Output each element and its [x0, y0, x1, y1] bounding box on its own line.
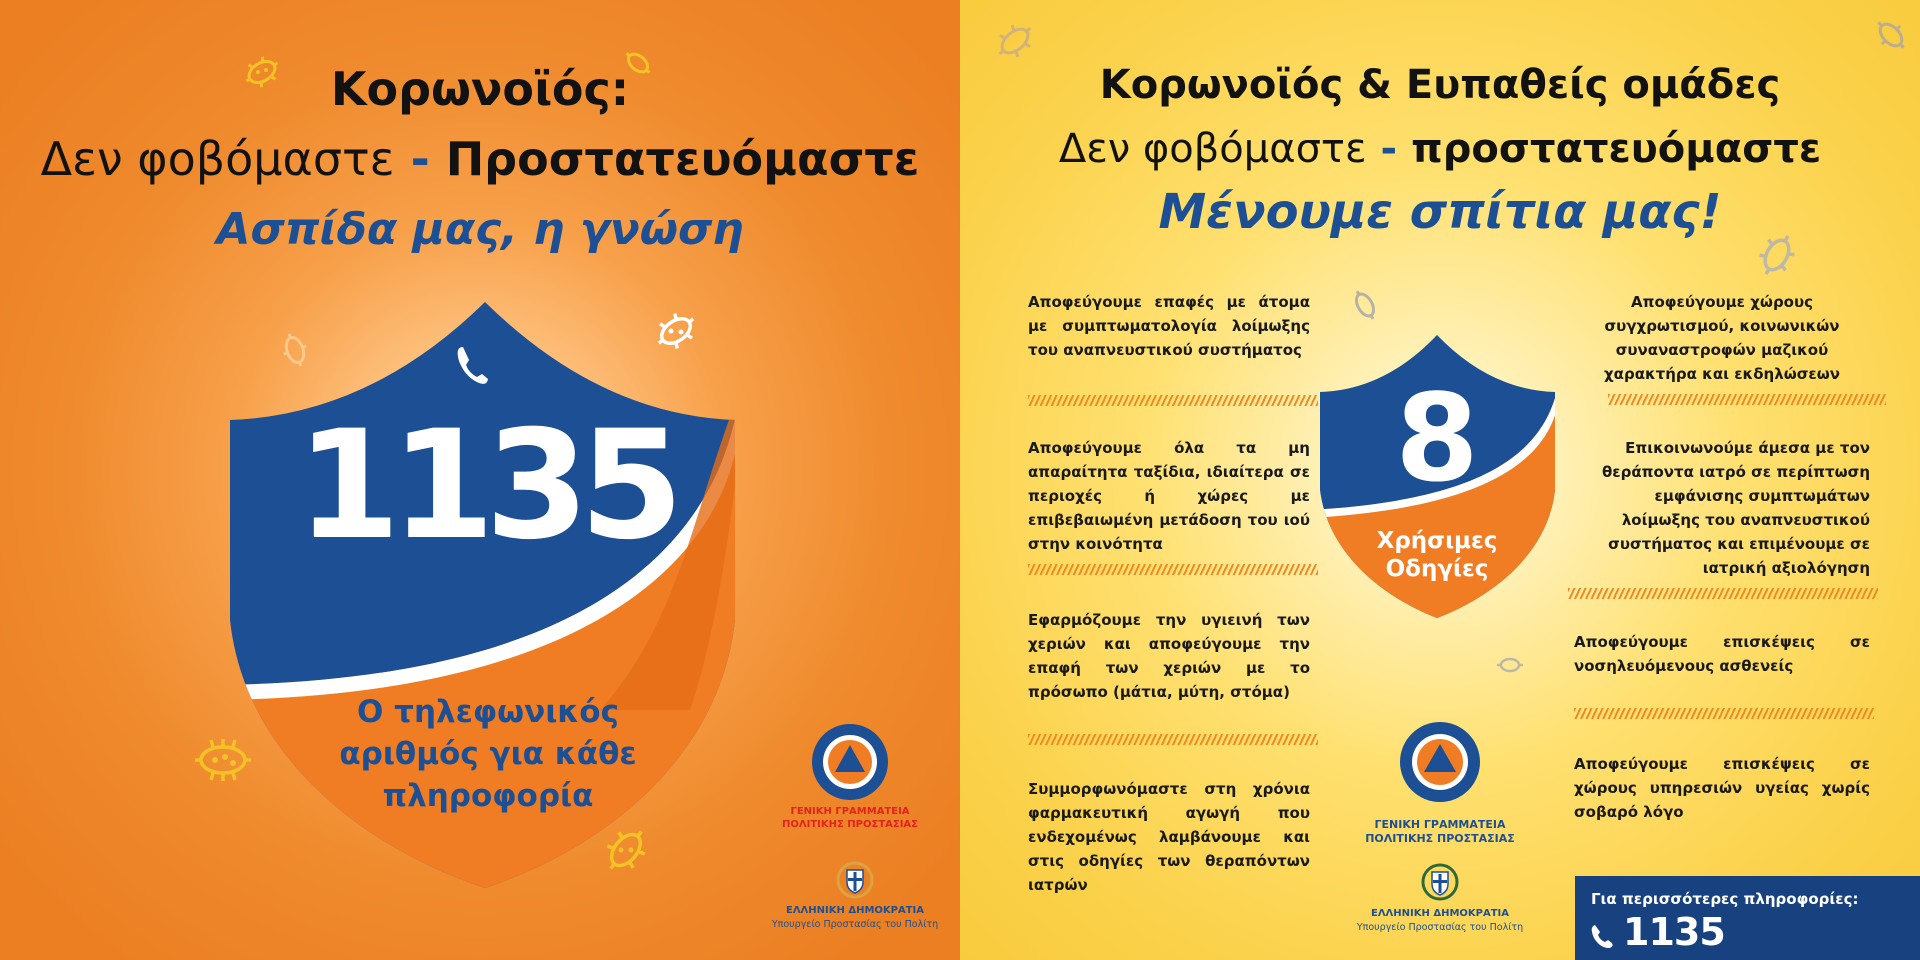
ministry-label: Υπουργείο Προστασίας του Πολίτη	[771, 919, 939, 930]
guideline-right-2: Επικοινωνούμε άμεσα με τον θεράποντα ιατρό σε περίπτωση εμφάνισης συμπτωμάτων λοίμωξης του αναπνευστικού συστήματος και επιμένουμε σε ιατρική αξιολόγηση	[1601, 439, 1870, 577]
left-title-line2	[0, 132, 960, 186]
secretariat-line2: ΠΟΛΙΤΙΚΗΣ ΠΡΟΣΤΑΣΙΑΣ	[1365, 832, 1515, 845]
phone-icon	[1589, 922, 1617, 950]
virus-icon	[1495, 650, 1525, 680]
divider-hatch	[1028, 395, 1318, 406]
divider-hatch	[1608, 394, 1886, 405]
title-dash: -	[394, 132, 446, 186]
caption-line3: πληροφορία	[382, 778, 594, 814]
shield-label-line1: Χρήσιμες	[1376, 528, 1498, 554]
caption-line2: αριθμός για κάθε	[339, 736, 637, 772]
phone-number: 1135	[296, 399, 674, 573]
virus-icon	[1345, 285, 1385, 325]
secretariat-line1: ΓΕΝΙΚΗ ΓΡΑΜΜΑΤΕΙΑ	[1374, 818, 1506, 831]
more-info-label: Για περισσότερες πληροφορίες:	[1591, 890, 1859, 908]
greek-coat-of-arms	[1420, 862, 1460, 902]
civil-protection-emblem	[800, 712, 900, 812]
shield-1135-graphic	[220, 290, 740, 900]
divider-hatch	[1568, 588, 1878, 599]
shield-label-line2: Οδηγίες	[1385, 556, 1489, 582]
guideline-left-2: Αποφεύγουμε όλα τα μη απαραίτητα ταξίδια, ιδιαίτερα σε περιοχές ή χώρες με επιβεβαιωμένη μετάδοση του ιού στην κοινότητα	[1028, 439, 1310, 553]
guideline-left-1: Αποφεύγουμε επαφές με άτομα με συμπτωματολογία λοίμωξης του αναπνευστικού συστήματος	[1028, 293, 1310, 359]
guideline-right-3: Αποφεύγουμε επισκέψεις σε νοσηλευόμενους ασθενείς	[1574, 633, 1870, 675]
title-thin-part: Δεν φοβόμαστε	[40, 132, 395, 186]
ministry-label: Υπουργείο Προστασίας του Πολίτη	[1356, 922, 1524, 933]
virus-icon	[1870, 14, 1912, 56]
secretariat-line2: ΠΟΛΙΤΙΚΗΣ ΠΡΟΣΤΑΣΙΑΣ	[781, 819, 918, 830]
guideline-right-4: Αποφεύγουμε επισκέψεις σε χώρους υπηρεσιών υγείας χωρίς σοβαρό λόγο	[1574, 755, 1870, 821]
right-poster-panel	[960, 0, 1920, 960]
virus-icon	[992, 18, 1038, 64]
right-title-line2	[960, 126, 1920, 172]
civil-protection-emblem	[1390, 712, 1490, 812]
title-thin-part: Δεν φοβόμαστε	[1058, 126, 1367, 172]
right-title-line1: Κορωνοϊός & Ευπαθείς ομάδες	[1099, 62, 1781, 108]
guideline-left-3: Εφαρμόζουμε την υγιεινή των χεριών και αποφεύγουμε την επαφή των χεριών με το πρόσωπο (μάτια, μύτη, στόμα)	[1028, 611, 1310, 701]
republic-label: ΕΛΛΗΝΙΚΗ ΔΗΜΟΚΡΑΤΙΑ	[785, 905, 925, 916]
more-info-box	[1575, 876, 1920, 960]
more-info-number: 1135	[1623, 910, 1725, 954]
left-subtitle: Ασπίδα μας, η γνώση	[216, 204, 744, 255]
greek-coat-of-arms	[835, 860, 875, 900]
guideline-right-1: Αποφεύγουμε χώρους συγχρωτισμού, κοινωνικών συναναστροφών μαζικού χαρακτήρα και εκδηλώσεων	[1603, 293, 1841, 383]
republic-label: ΕΛΛΗΝΙΚΗ ΔΗΜΟΚΡΑΤΙΑ	[1370, 908, 1510, 919]
right-subtitle: Μένουμε σπίτια μας!	[1158, 184, 1722, 240]
divider-hatch	[1574, 708, 1874, 719]
shield-number: 8	[1395, 370, 1479, 509]
shield-8-guidelines-graphic	[1310, 330, 1560, 630]
title-bold-part: Προστατευόμαστε	[445, 132, 920, 186]
guideline-left-4: Συμμορφωνόμαστε στη χρόνια φαρμακευτική αγωγή που ενδεχομένως λαμβάνουμε και στις οδηγίες των θεραπόντων ιατρών	[1028, 780, 1310, 894]
left-title-line1: Κορωνοϊός:	[330, 62, 630, 116]
caption-line1: Ο τηλεφωνικός	[357, 694, 619, 730]
divider-hatch	[1028, 564, 1318, 575]
divider-hatch	[1028, 734, 1318, 745]
title-bold-part: προστατευόμαστε	[1411, 126, 1822, 172]
title-dash: -	[1366, 126, 1412, 172]
secretariat-line1: ΓΕΝΙΚΗ ΓΡΑΜΜΑΤΕΙΑ	[790, 806, 910, 817]
